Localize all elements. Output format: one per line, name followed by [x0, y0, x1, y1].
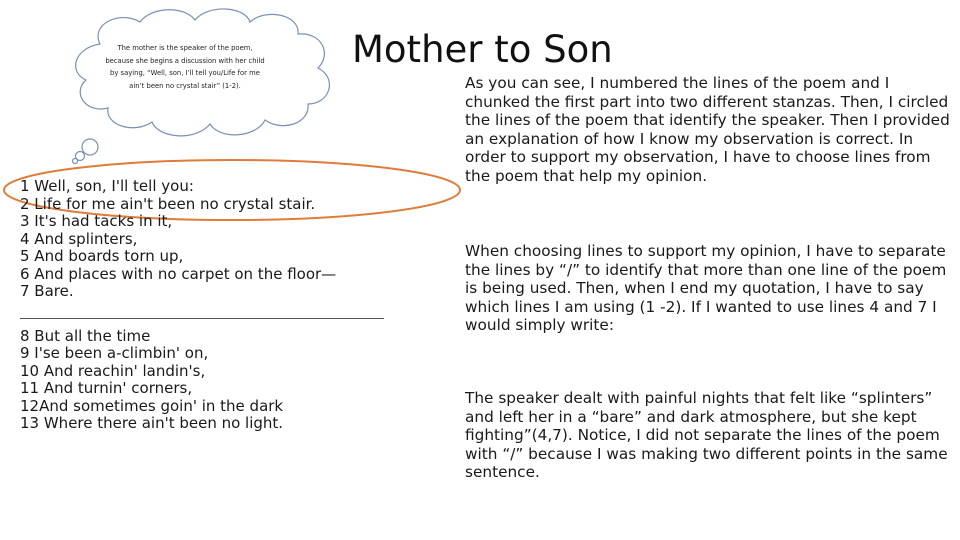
poem-line: 12And sometimes goin' in the dark [20, 396, 284, 415]
poem-line: 6 And places with no carpet on the floor— [20, 264, 337, 283]
poem-stanza-1 [20, 178, 420, 301]
cloud-bubble-large [82, 139, 98, 155]
poem-line: 13 Where there ain't been no light. [20, 414, 284, 432]
poem-line: 4 And splinters, [20, 229, 138, 248]
thought-bubble-text: The mother is the speaker of the poem, because she begins a discussion with her child by saying, “Well, son, I’ll tell you/Life for me ain’t been no crystal stair” (1-2). [105, 44, 265, 90]
slide-title: Mother to Son [352, 28, 613, 71]
explanation-paragraph-2: When choosing lines to support my opinion, I have to separate the lines by “/” to identify that more than one line of the poem is being used. Then, when I end my quotation, I have to say which lines I am using (1 -2). If I wanted to use lines 4 and 7 I would simply write: [465, 242, 947, 334]
explanation-paragraph-1: As you can see, I numbered the lines of the poem and I chunked the first part into two different stanzas. Then, I circled the lines of the poem that identify the speaker. Then I provided an explanation of how I know my observation is correct. In order to support my observation, I have to choose lines from the poem that help my opinion. [465, 74, 950, 185]
poem-line: 1 Well, son, I'll tell you: [20, 177, 194, 195]
poem-line: 7 Bare. [20, 282, 74, 300]
poem-line: 5 And boards torn up, [20, 247, 184, 265]
poem-line: 2 Life for me ain't been no crystal stair. [20, 194, 316, 213]
poem [20, 178, 420, 433]
poem-line: 11 And turnin' corners, [20, 379, 193, 397]
poem-line: 10 And reachin' landin's, [20, 361, 206, 380]
explanation-paragraph-3: The speaker dealt with painful nights that felt like “splinters” and left her in a “bare” and dark atmosphere, but she kept fighting”(4,7). Notice, I did not separate the lines of the poem with “/” because I was making two different points in the same sentence. [465, 389, 948, 481]
poem-line: 8 But all the time [20, 326, 151, 345]
poem-line: 9 I'se been a-climbin' on, [20, 344, 209, 362]
poem-stanza-2 [20, 328, 420, 433]
stanza-divider [20, 318, 384, 319]
poem-line: 3 It's had tacks in it, [20, 212, 173, 230]
